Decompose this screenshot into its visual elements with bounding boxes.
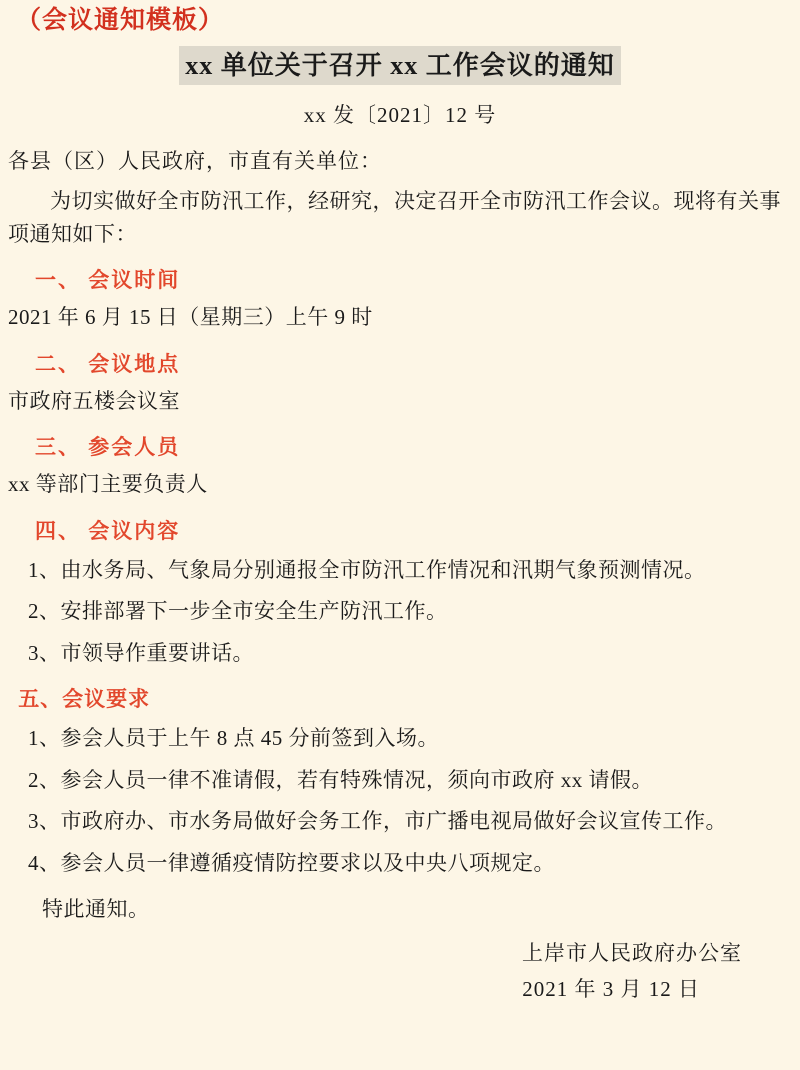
section-heading-meeting-place: 二、 会议地点	[35, 351, 181, 376]
salutation: 各县（区）人民政府，市直有关单位：	[8, 149, 382, 174]
section-heading-meeting-content: 四、 会议内容	[35, 518, 181, 543]
requirement-item-4: 4、参会人员一律遵循疫情防控要求以及中央八项规定。	[28, 850, 555, 875]
document-title	[14, 46, 786, 85]
opening-paragraph: 为切实做好全市防汛工作，经研究，决定召开全市防汛工作会议。现将有关事项通知如下：	[8, 189, 781, 246]
document-title-text: xx 单位关于召开 xx 工作会议的通知	[179, 46, 621, 85]
meeting-place-value: 市政府五楼会议室	[8, 388, 180, 413]
signature-organization: 上岸市人民政府办公室	[522, 941, 742, 966]
content-item-1: 1、由水务局、气象局分别通报全市防汛工作情况和汛期气象预测情况。	[28, 557, 706, 582]
meeting-time-value: 2021 年 6 月 15 日（星期三）上午 9 时	[8, 305, 373, 330]
signature-date: 2021 年 3 月 12 日	[522, 977, 700, 1002]
content-item-3: 3、市领导作重要讲话。	[28, 640, 254, 665]
requirement-item-1: 1、参会人员于上午 8 点 45 分前签到入场。	[28, 726, 439, 751]
section-heading-meeting-time: 一、 会议时间	[35, 268, 181, 293]
document-number: xx 发〔2021〕12 号	[303, 103, 497, 128]
requirement-item-2: 2、参会人员一律不准请假，若有特殊情况，须向市政府 xx 请假。	[28, 767, 653, 792]
section-heading-participants: 三、 参会人员	[35, 435, 181, 460]
participants-value: xx 等部门主要负责人	[8, 472, 208, 497]
template-tag: （会议通知模板）	[16, 7, 225, 34]
section-heading-meeting-requirements: 五、会议要求	[18, 687, 151, 712]
closing-line: 特此通知。	[42, 897, 150, 922]
requirement-item-3: 3、市政府办、市水务局做好会务工作，市广播电视局做好会议宣传工作。	[28, 809, 727, 834]
document-page	[0, 6, 800, 1070]
content-item-2: 2、安排部署下一步全市安全生产防汛工作。	[28, 599, 448, 624]
